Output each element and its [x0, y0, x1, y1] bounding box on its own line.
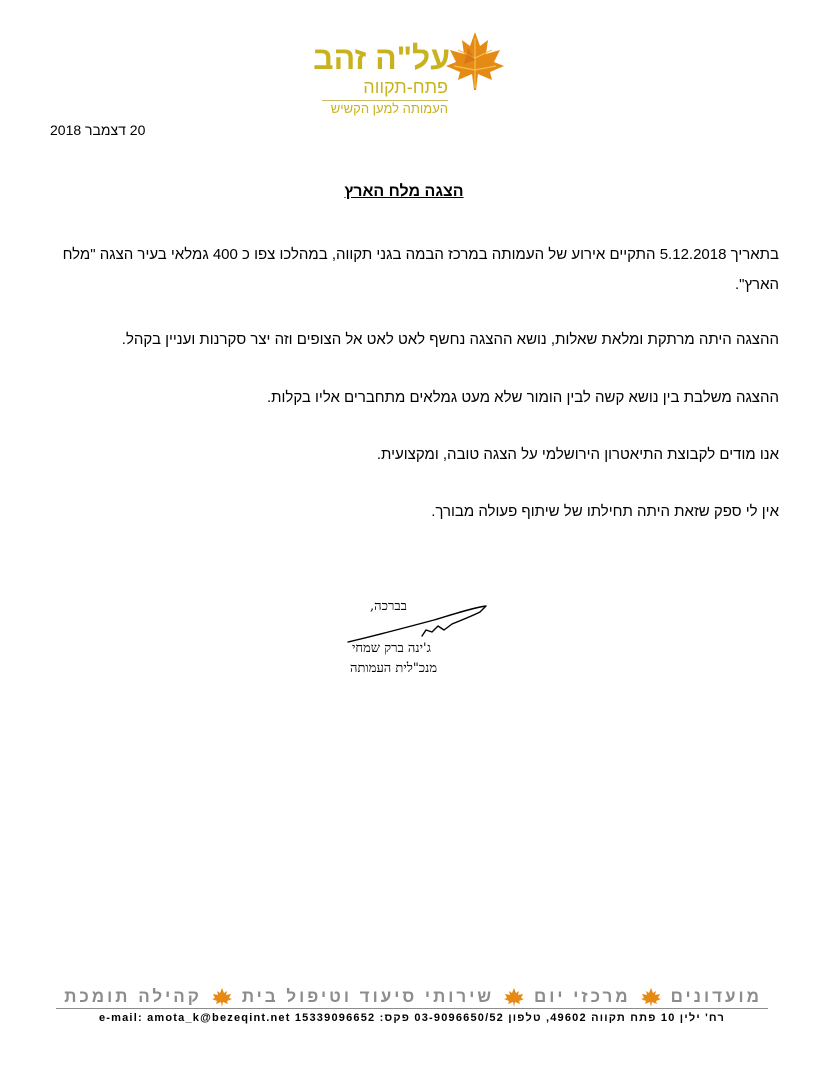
maple-leaf-icon [641, 987, 661, 1007]
maple-leaf-icon [444, 28, 506, 92]
logo-name: על"ה זהב [313, 40, 450, 76]
letter-paragraph: אנו מודים לקבוצת התיאטרון הירושלמי על הצגה טובה, ומקצועית. [376, 446, 779, 463]
organization-logo [313, 28, 518, 116]
logo-tagline: העמותה למען הקשיש [330, 101, 448, 116]
service-home-care: שירותי סיעוד וטיפול בית [241, 987, 495, 1006]
letter-paragraph: ההצגה משלבת בין נושא קשה לבין הומור שלא מעט גמלאים מתחברים אליו בקלות. [266, 389, 779, 406]
maple-leaf-icon [504, 987, 524, 1007]
footer-services [62, 984, 762, 1010]
letter-paragraph: בתאריך 5.12.2018 התקיים אירוע של העמותה במרכז הבמה בגני תקווה, במהלכו צפו כ 400 גמלאי בעיר הצגה "מלח הארץ". [62, 246, 779, 293]
footer-divider [56, 1008, 768, 1009]
service-day-centers: מרכזי יום [534, 987, 631, 1006]
letter-title: הצגה מלח הארץ [344, 183, 464, 200]
service-supportive-community: קהילה תומכת [64, 987, 202, 1006]
footer-contact: רח' ילין 10 פתח תקווה 49602, טלפון 03-9096650/52 פקס: 15339096652 e-mail: amota_k@bezeqint.net [98, 1012, 726, 1024]
maple-leaf-icon [212, 987, 232, 1007]
signature-greeting: בברכה, [370, 599, 407, 614]
service-clubs: מועדונים [670, 987, 762, 1006]
letter-paragraph: אין לי ספק שזאת היתה תחילתו של שיתוף פעולה מבורך. [431, 503, 779, 520]
signer-name: ג'ינה ברק שמחי [352, 641, 431, 656]
letter-paragraph: ההצגה היתה מרתקת ומלאת שאלות, נושא ההצגה נחשף לאט לאט אל הצופים וזה יצר סקרנות ועניין בקהל. [121, 331, 779, 348]
letter-date: 20 דצמבר 2018 [50, 122, 146, 138]
logo-city: פתח-תקווה [363, 77, 448, 97]
signer-role: מנכ"לית העמותה [350, 661, 438, 676]
